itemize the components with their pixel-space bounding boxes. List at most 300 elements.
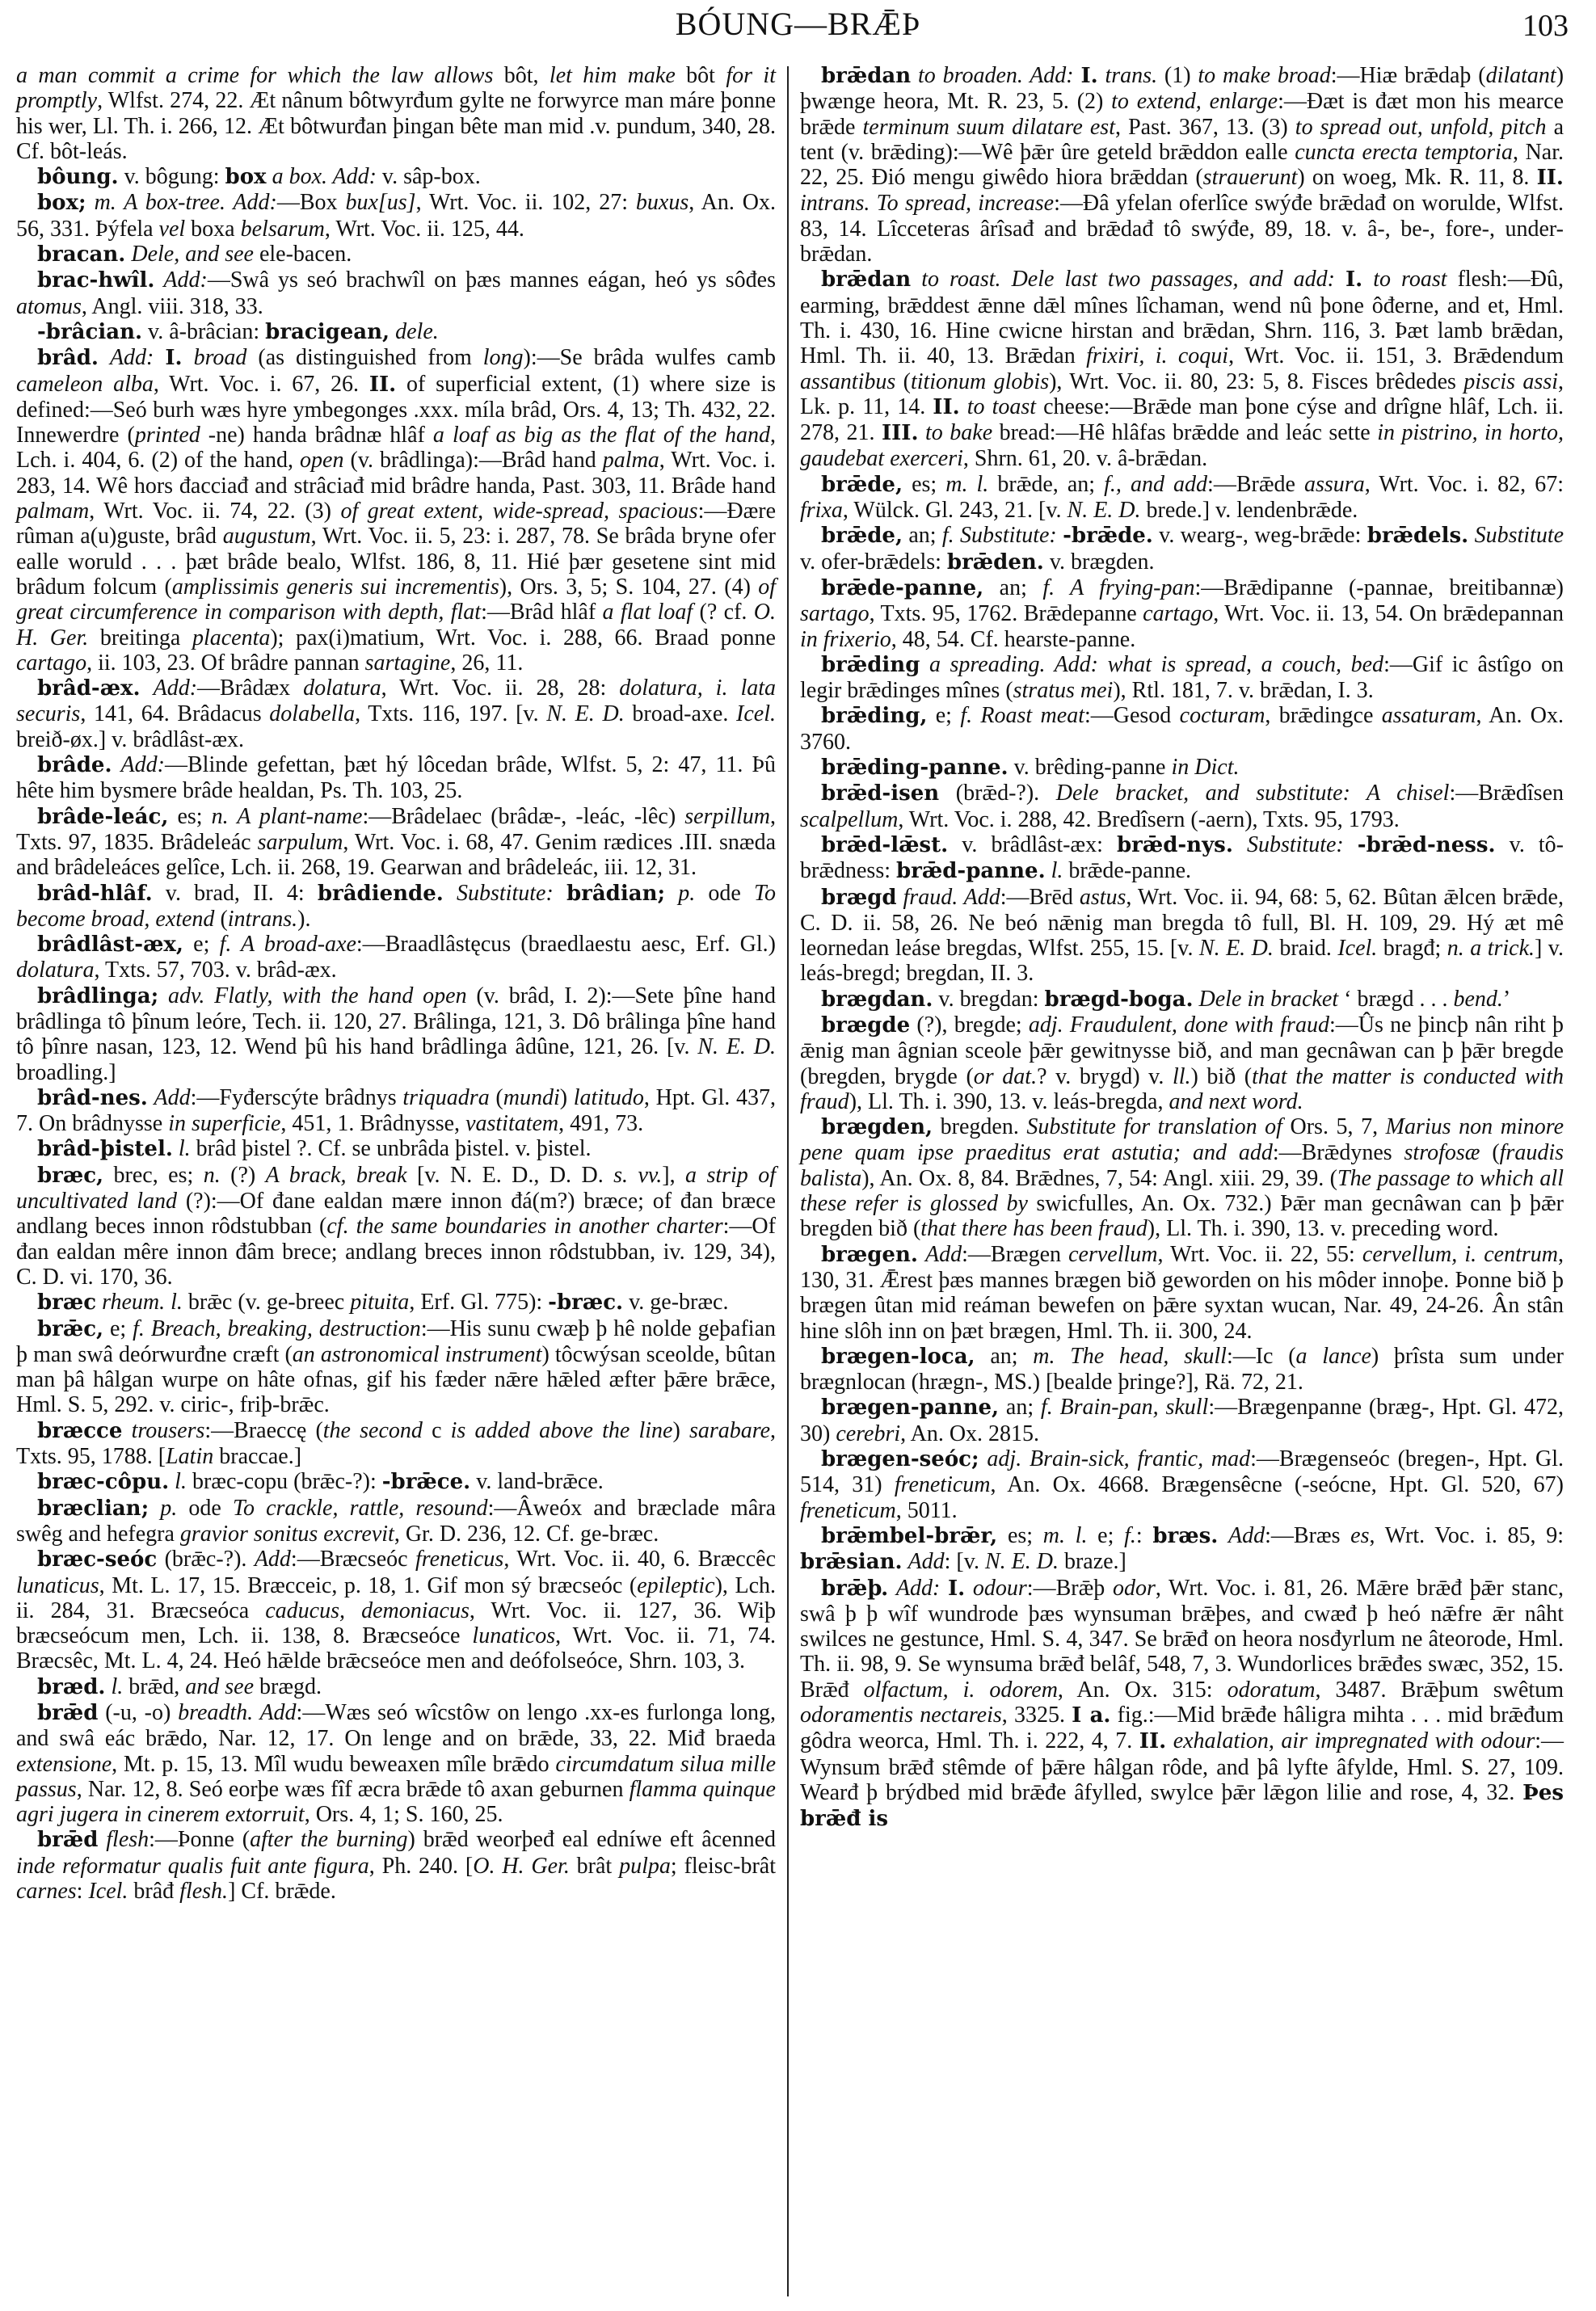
italic-text: belsarum	[240, 216, 325, 242]
dictionary-entry	[16, 1674, 776, 1700]
italic-text: m. l.	[1042, 1522, 1088, 1548]
headword: bræcce	[37, 1418, 123, 1443]
headword: -brǣde.	[1063, 524, 1153, 549]
entry-text: , Mt. p. 15, 13. Mîl wudu beweaxen mîle brǣdo	[112, 1751, 556, 1777]
headword: brâdlâst-æx,	[37, 932, 183, 958]
entry-text: , Hpt. Gl. 437, 7. On brâdnysse	[16, 1084, 776, 1137]
dictionary-entry	[16, 1316, 776, 1418]
italic-text: Add:	[153, 676, 198, 701]
entry-text	[86, 190, 95, 215]
entry-text: brǣde, an;	[988, 471, 1105, 497]
headword: brægen-seóc;	[821, 1447, 979, 1472]
headword: II.	[1536, 166, 1564, 191]
italic-text: for it promptly	[16, 63, 776, 114]
italic-text: cervellum	[1068, 1241, 1158, 1267]
entry-text: brec, es;	[103, 1162, 204, 1188]
italic-text: trans.	[1105, 63, 1158, 88]
italic-text: N. E. D.	[984, 1549, 1059, 1575]
headword: bôung.	[37, 165, 119, 190]
italic-text: f. Brain-pan, skull	[1040, 1395, 1209, 1421]
italic-text: Substitute:	[457, 880, 554, 906]
dictionary-entry	[800, 885, 1564, 987]
italic-text: Add:	[895, 1575, 941, 1601]
entry-text: :—Brǣdynes	[1272, 1140, 1404, 1166]
entry-text: (1)	[1157, 63, 1198, 88]
entry-text	[897, 885, 903, 910]
entry-text: an;	[999, 1395, 1041, 1421]
right-column	[800, 63, 1564, 1832]
entry-text: , An. Ox. 56, 331. Þýfela	[16, 190, 776, 242]
headword: bræs.	[1152, 1523, 1219, 1548]
entry-text: ; fleisc-brât	[670, 1853, 776, 1879]
entry-text	[1194, 987, 1199, 1012]
entry-text: an;	[983, 575, 1043, 600]
headword: bræc	[37, 1290, 97, 1315]
italic-text: cf. the same boundaries in another charter	[326, 1214, 723, 1240]
entry-text: :—Brâd hlâf	[481, 600, 603, 625]
entry-text: (brǣc-?).	[157, 1547, 255, 1572]
entry-text: , Wrt. Voc. ii. 5, 23: i. 287, 78. Se brâda bryne ofer ealle woruld . . . þæt brâde bealo, Wlfst. 186, 8, 11. Hié þær gesetene sint mid brâdum folcum (	[16, 524, 777, 600]
entry-text	[1218, 1523, 1228, 1548]
entry-text	[96, 1290, 102, 1315]
dictionary-entry	[800, 652, 1564, 704]
italic-text: flesh	[106, 1827, 149, 1853]
entry-text: , Txts. 95, 1788. [	[16, 1417, 777, 1470]
entry-text	[1335, 267, 1345, 292]
italic-text: in pistrino, in horto, gaudebat exerceri	[800, 420, 1564, 472]
italic-text: caducus, demoniacus	[265, 1597, 470, 1623]
entry-text: :—Bræcseóc	[290, 1547, 415, 1572]
entry-text: ) bið (	[1190, 1063, 1253, 1089]
entry-text: , Wrt. Voc. ii. 127, 36. Wiþ bræcseócum men, Lch. ii. 138, 8. Bræcseóce	[16, 1597, 776, 1649]
entry-text: :—Hiæ brǣdaþ (	[1330, 63, 1486, 88]
headword: brægde	[821, 1012, 911, 1038]
entry-text: braccae.]	[213, 1444, 302, 1470]
italic-text: O. H. Ger.	[473, 1853, 570, 1879]
headword: brǣdan	[821, 267, 912, 293]
entry-text: e;	[1087, 1522, 1125, 1548]
entry-text: , Wrt. Voc. ii. 151, 3. Brǣdendum	[1228, 343, 1564, 369]
italic-text: epileptic	[637, 1572, 715, 1598]
entry-text: , Shrn. 61, 20. v. â-brǣdan.	[962, 446, 1208, 472]
italic-text: a loaf as big as the flat of the hand	[432, 423, 770, 448]
entry-text: (v. brâd, I. 2):—Sete þîne hand brâdlinga tô þînum leóre, Tech. ii. 120, 27. Brâlinga, 121, 3. Dô brâlinga þîne hand tô þînre nasan, 123, 12. Wend þû his hand brâdlinga âdûne, 121, 26. [v.	[16, 983, 777, 1060]
entry-text	[267, 164, 272, 189]
entry-text	[149, 1496, 160, 1521]
entry-text: v. brægden.	[1043, 549, 1155, 575]
italic-text: fraudis balista	[800, 1140, 1564, 1191]
headword: brǣmbel-brǣr,	[821, 1523, 998, 1548]
entry-text: , Wrt. Voc. i. 68, 47. Genim rædices .III. snæda and brâdeleáces gelîce, Lch. ii. 268, 19. Gearwan and brâdeleác, iii. 12, 31.	[16, 829, 776, 881]
italic-text: serpillum	[684, 803, 770, 829]
entry-text: ) tôcwýsan sceolde, bûtan man þâ hâlgan wurpe on hâte ofnas, gif his fæder nǣre hǣled æfter þǣre brǣce, Hml. S. 5, 292. v. ciric-, friþ-brǣc.	[16, 1341, 776, 1418]
headword: bracigean,	[265, 319, 390, 344]
dictionary-entry	[16, 804, 776, 881]
entry-text: , brǣdingce	[1265, 703, 1382, 729]
italic-text: a man commit a crime for which the law allows	[16, 63, 494, 88]
dictionary-entry	[16, 1700, 776, 1827]
entry-text: bregden.	[933, 1114, 1027, 1140]
entry-text: v. ofer-brǣdels:	[800, 549, 947, 575]
italic-text: mundi	[503, 1084, 560, 1110]
entry-text	[154, 345, 165, 370]
italic-text: f. Breach, breaking, destruction	[133, 1315, 421, 1341]
entry-text: ), An. Ox. 8, 84. Brǣdnes, 7, 54: Angl. xiii. 29, 39. (	[861, 1165, 1337, 1191]
entry-text: , 3487. Brǣþum swêtum	[1315, 1677, 1564, 1703]
headword: brâdian;	[566, 881, 666, 906]
entry-text: swicfulles, An. Ox. 732.) Þǣr man gecnâwan can þ þǣr bregden bið (	[800, 1191, 1564, 1242]
headword: brǣde,	[821, 524, 903, 549]
entry-text: , Wrt. Voc. i. 82, 67:	[1364, 471, 1564, 497]
entry-text: , ii. 103, 23. Of brâdre pannan	[86, 650, 365, 676]
headword: I.	[1080, 64, 1098, 88]
italic-text: broad	[193, 345, 247, 371]
headword: brǣd	[37, 1828, 99, 1853]
entry-text: brǣc (v. ge-breec	[182, 1290, 351, 1315]
italic-text: buxus	[635, 190, 689, 216]
italic-text: odor	[1112, 1575, 1156, 1601]
entry-text: , 3325.	[1001, 1703, 1072, 1728]
headword: brǣdan	[821, 64, 912, 88]
headword: brâde-leác,	[37, 804, 169, 829]
entry-text: —Swâ ys seó brachwîl on þæs mannes eágan, heó ys sôđes	[207, 267, 776, 293]
italic-text: es	[1350, 1522, 1370, 1548]
entry-text: , Wülck. Gl. 243, 21. [v.	[842, 498, 1068, 524]
dictionary-entry	[800, 1344, 1564, 1395]
italic-text: A brack, break	[265, 1162, 407, 1188]
italic-text: bux[us]	[345, 190, 416, 216]
italic-text: dolatura	[16, 958, 95, 983]
entry-text: :—Braadlâstęcus (braedlaestu aesc, Erf. Gl.)	[356, 932, 776, 958]
entry-text: :—Brâdelaec (brâdæ-, -leác, -lêc)	[362, 803, 685, 829]
entry-text: , Wrt. Voc. i. 283, 14. Wê hors đacciađ and strâciađ mid brâdre handa, Past. 303, 11. Brâde hand	[16, 448, 777, 499]
entry-text: an;	[903, 523, 942, 549]
headword: box;	[37, 191, 86, 216]
italic-text: and see	[185, 1673, 255, 1699]
entry-text: v. bregdan:	[933, 986, 1045, 1012]
italic-text: assaturam	[1381, 703, 1476, 729]
entry-text: ), Lch. ii. 284, 31. Bræcseóca	[16, 1572, 776, 1623]
italic-text: to spread out, unfold, pitch	[1295, 114, 1547, 140]
entry-text: )	[559, 1084, 574, 1110]
dictionary-entry	[800, 832, 1564, 885]
italic-text: scalpellum	[800, 806, 899, 832]
headword: -brâcian.	[37, 319, 143, 344]
entry-text: :—Brægenpanne (bræg-, Hpt. Gl. 472, 30)	[800, 1395, 1564, 1446]
italic-text: triquadra	[402, 1084, 490, 1110]
entry-text: ) þrîsta sum under brægnlocan (hrægn-, MS.) [bealde þringe?], Rä. 72, 21.	[800, 1343, 1564, 1395]
entry-text: ele-bacen.	[253, 242, 352, 267]
italic-text: to broaden. Add:	[918, 63, 1074, 88]
entry-text: (v. brâdlinga):—Brâd hand	[343, 448, 603, 474]
entry-text: [v. N. E. D., D. D.	[406, 1162, 614, 1188]
headword: I.	[165, 346, 183, 371]
entry-text: , 26, 11.	[450, 650, 524, 676]
italic-text: palmam	[16, 499, 90, 524]
entry-text: , Wrt. Voc. ii. 22, 55:	[1157, 1241, 1362, 1267]
italic-text: Substitute for translation of	[1026, 1114, 1282, 1140]
italic-text: Add:	[163, 267, 208, 293]
italic-text: assura	[1304, 471, 1365, 497]
entry-text	[920, 652, 929, 677]
italic-text: a lance	[1295, 1343, 1371, 1369]
italic-text: inde reformatur qualis fuit ante figura	[16, 1853, 369, 1879]
italic-text: Add	[925, 1241, 962, 1267]
headword: brǣsian.	[800, 1550, 903, 1575]
headword: brǣd	[37, 1701, 99, 1725]
italic-text: piscis assi	[1463, 368, 1558, 394]
headword: II.	[368, 372, 397, 397]
italic-text: vel	[158, 216, 186, 242]
italic-text: m. The head, skull	[1033, 1343, 1227, 1369]
dictionary-entry	[16, 1290, 776, 1315]
entry-text: (?):—Of đane ealdan mære innon đá(m?) bræce; of đan bræce andlang beces innon rôdstubban (	[16, 1189, 776, 1240]
entry-text: v. brad, II. 4:	[152, 880, 318, 906]
italic-text: open	[300, 448, 344, 474]
headword: brægden,	[821, 1115, 933, 1140]
entry-text: (?), bregde;	[910, 1012, 1029, 1038]
italic-text: olfactum, i. odorem	[863, 1677, 1058, 1703]
entry-text: e;	[927, 703, 961, 729]
dictionary-entry	[800, 1012, 1564, 1114]
entry-text: , Txts. 97, 1835. Brâdeleác	[16, 803, 776, 855]
entry-text: ):—Se brâda wulfes camb	[523, 345, 777, 371]
headword: brâd.	[37, 346, 99, 371]
italic-text: Substitute	[1474, 523, 1564, 549]
italic-text: strofosæ	[1404, 1140, 1480, 1166]
entry-text: :—Âweóx and bræclade mâra swêg and hefegra	[16, 1495, 777, 1547]
entry-text: , Wrt. Voc. ii. 13, 54. On brǣdepannan	[1213, 601, 1564, 627]
headword: brægd	[821, 885, 897, 910]
entry-text: :—Brǣde	[1207, 471, 1304, 497]
entry-text: ), Ll. Th. i. 390, 13. v. leás-bregda,	[849, 1088, 1169, 1114]
headword: brǣc,	[37, 1316, 104, 1341]
column-divider	[787, 66, 789, 2296]
italic-text: flesh.	[179, 1879, 229, 1905]
entry-text	[183, 345, 194, 370]
entry-text: , Wrt. Voc. i. 67, 26.	[153, 371, 369, 397]
dictionary-entry	[800, 267, 1564, 471]
italic-text: Marius non minore pene quam ipse praeditus erat astutia; and add	[800, 1114, 1564, 1166]
dictionary-entry	[800, 781, 1564, 832]
entry-text: , Wrt. Voc. ii. 40, 6. Bræccêc	[503, 1547, 777, 1572]
entry-text: :—Braeccę (	[204, 1417, 323, 1443]
entry-text: , 48, 54. Cf. hearste-panne.	[891, 626, 1136, 652]
italic-text: odoramentis nectareis	[800, 1703, 1002, 1728]
italic-text: to roast. Dele last two passages, and add:	[921, 267, 1335, 293]
entry-text: :—Wynsum brǣđ stêmde of þǣre hâlgan rôde, and þâ lyfte âfylde, Hml. S. 27, 109. Wearđ þ brýdbed mid brǣđe âfylled, swylce þǣr lǣgon lilie and rose, 4, 32.	[800, 1728, 1564, 1805]
entry-text	[1233, 832, 1247, 857]
entry-text: brægd.	[254, 1673, 322, 1699]
entry-text: :—Đâ yfelan oferlîce swýđe brǣdađ on worulde, Wlfst. 83, 14. Lîcceteras ârîsađ and brǣdađ tô swýđe, 89, 18. v. â-, be-, fore-, under-brǣdan.	[800, 191, 1564, 267]
italic-text: pituita	[350, 1290, 410, 1315]
entry-text: , Erf. Gl. 775):	[409, 1290, 549, 1315]
italic-text: The passage to which all these refer is glossed by	[800, 1165, 1564, 1217]
italic-text: assantibus	[800, 368, 896, 394]
entry-text: , An. Ox. 4668. Brægensêcne (-seócne, Hpt. Gl. 520, 67)	[990, 1472, 1564, 1498]
italic-text: after the burning	[250, 1827, 408, 1853]
headword: brâd-nes.	[37, 1085, 148, 1110]
entry-text: , Mt. L. 17, 15. Bræcceic, p. 18, 1. Gif mon sý bræcseóc (	[99, 1572, 638, 1598]
entry-text: brâd þistel ?. Cf. se unbrâda þistel. v. þistel.	[190, 1136, 592, 1162]
dictionary-entry	[800, 1242, 1564, 1344]
dictionary-entry	[800, 575, 1564, 652]
headword: brâd-æx.	[37, 676, 141, 701]
italic-text: sarpulum	[257, 829, 343, 855]
headword: brǣd-nys.	[1116, 832, 1233, 857]
entry-text: , 130, 31. Ǣrest þæs mannes brægen bið geworden on his môder innoþe. Þonne bið þ brægen ûtan mid reáman bewefen on þǣre syxtan wucan, Nar. 49, 24-26. Ân stân hine slôh inn on þæt brægen, Hml. Th. ii. 300, 24.	[800, 1241, 1564, 1344]
entry-text: v. bôgung:	[118, 164, 225, 190]
entry-text: , Wrt. Voc. ii. 74, 22. (3)	[89, 499, 341, 524]
entry-text: , Txts. 116, 197. [v.	[355, 701, 547, 727]
dictionary-entry	[16, 164, 776, 190]
headword: brǣding-panne.	[821, 756, 1009, 781]
dictionary-entry	[16, 1547, 776, 1673]
entry-text	[911, 63, 918, 88]
italic-text: cervellum, i. centrum	[1362, 1241, 1559, 1267]
headword: bræclian;	[37, 1496, 149, 1521]
headword: brǣd-panne.	[896, 859, 1046, 884]
entry-text: :	[76, 1879, 89, 1905]
dictionary-entry	[800, 703, 1564, 755]
italic-text: let him make	[549, 63, 676, 88]
italic-text: to toast	[966, 394, 1037, 419]
dictionary-entry	[16, 932, 776, 983]
italic-text: atomus	[16, 293, 82, 319]
italic-text: to make broad	[1198, 63, 1331, 88]
left-column	[16, 63, 776, 1904]
headword: bræc,	[37, 1163, 104, 1188]
entry-text: (	[214, 906, 228, 932]
italic-text: f. Substitute:	[941, 523, 1057, 549]
entry-text: , Lk. p. 11, 14.	[800, 368, 1564, 419]
headword: box	[225, 165, 267, 190]
entry-text: )	[672, 1417, 689, 1443]
dictionary-entry	[16, 1469, 776, 1495]
dictionary-entry	[800, 755, 1564, 781]
entry-text: :—Brēd	[1000, 884, 1080, 910]
dictionary-entry	[800, 987, 1564, 1012]
entry-text: , Wrt. Voc. ii. 94, 68: 5, 62. Bûtan ǣlcen brǣde, C. D. ii. 58, 26. Ne beó nǣnig man bregda tô full, Bl. H. 109, 29. Hý æt mê leornedan leáse bregdas, Wlfst. 255, 15. [v.	[800, 884, 1564, 962]
italic-text: adj. Fraudulent, done with fraud	[1028, 1012, 1329, 1038]
page-number: 103	[1522, 9, 1569, 43]
italic-text: Add:	[120, 752, 165, 778]
italic-text: N. E. D.	[546, 701, 625, 727]
dictionary-entry	[800, 1576, 1564, 1833]
headword: I a.	[1072, 1703, 1111, 1728]
entry-text: , An. Ox. 2815.	[900, 1421, 1040, 1446]
entry-text: ’	[1502, 986, 1511, 1012]
entry-text	[1468, 523, 1474, 548]
headword: brǣden.	[946, 549, 1044, 575]
entry-text: ],	[662, 1162, 686, 1188]
headword: brǣdels.	[1366, 524, 1469, 549]
entry-text: :—Brǣþ	[1026, 1575, 1113, 1601]
italic-text: of great circumference in comparison with depth, flat	[16, 574, 777, 625]
entry-text: bræc-copu (brǣc-?):	[186, 1469, 382, 1495]
italic-text: placenta	[192, 625, 271, 650]
italic-text: is added above the line	[450, 1417, 673, 1443]
entry-text: (	[895, 368, 911, 394]
page-header	[0, 5, 1596, 45]
entry-text	[979, 1446, 987, 1471]
entry-text	[444, 881, 457, 906]
entry-text: :—Brægen	[962, 1241, 1069, 1267]
entry-text: , Txts. 57, 703. v. brâd-æx.	[94, 958, 337, 983]
entry-text: brǣde-panne.	[1063, 858, 1192, 884]
italic-text: cerebri	[836, 1421, 901, 1446]
italic-text: m. l.	[945, 471, 989, 497]
italic-text: n. a trick.	[1447, 936, 1535, 962]
entry-text	[918, 1242, 925, 1267]
italic-text: sartago	[800, 601, 870, 627]
entry-text	[154, 267, 163, 293]
entry-text: ode	[177, 1495, 233, 1521]
dictionary-entry	[16, 1136, 776, 1162]
entry-text: —Box	[276, 190, 346, 216]
italic-text: gravior sonitus excrevit	[179, 1521, 394, 1547]
entry-text: a tent (v. brǣding):—Wê þǣr ûre geteld brǣddon ealle	[800, 114, 1564, 165]
italic-text: n.	[203, 1162, 221, 1188]
entry-text: ); pax(i)matium, Wrt. Voc. i. 288, 66. Braad ponne	[270, 625, 776, 650]
italic-text: N. E. D.	[1067, 498, 1141, 524]
italic-text: Substitute:	[1246, 831, 1344, 857]
dictionary-entry	[800, 1395, 1564, 1446]
entry-text: ] Cf. brǣde.	[228, 1879, 336, 1905]
italic-text: to roast	[1373, 267, 1447, 293]
entry-text: brât	[569, 1853, 620, 1879]
entry-text: , Wrt. Voc. i. 81, 26. Mǣre brǣđ þǣr stanc, swâ þ þ wîf wundrode þæs wynsuman brǣþes, and cwæđ þ heó nǣfre ǣr nâht swilces ne gestunce, Hml. S. 4, 347. Se brǣđ on heora nosđyrlum ne âteorode, Hml. Th. ii. 98, 9. Se wynsuma brǣđ belâf, 548, 7, 3. Wundorlices brǣđes swæc, 352, 15. Brǣđ	[800, 1575, 1564, 1703]
dictionary-entry	[16, 752, 776, 804]
italic-text: to extend, enlarge	[1111, 89, 1278, 115]
italic-text: f. Roast meat	[960, 703, 1084, 729]
headword: brac-hwîl.	[37, 268, 155, 293]
dictionary-entry	[16, 676, 776, 752]
italic-text: Dele bracket, and substitute: A chisel	[1055, 781, 1450, 806]
headword: brægen-panne,	[821, 1395, 1000, 1421]
headword: brǣþ.	[821, 1576, 889, 1601]
italic-text: a flat loaf	[602, 600, 693, 625]
italic-text: strauerunt	[1202, 165, 1298, 191]
entry-text: , Wrt. Voc. ii. 102, 27:	[415, 190, 636, 216]
italic-text: in superficie	[168, 1111, 281, 1137]
entry-text: es;	[168, 803, 212, 829]
entry-text: breitinga	[88, 625, 192, 650]
italic-text: augustum	[222, 524, 311, 549]
entry-text: an;	[975, 1343, 1034, 1369]
headword: brǣd-isen	[821, 781, 940, 806]
entry-text: Ors. 5, 7,	[1282, 1114, 1386, 1140]
italic-text: fraud. Add	[903, 884, 1000, 910]
entry-text: , Wrt. Voc. ii. 28, 28:	[381, 676, 620, 701]
italic-text: Dele in bracket	[1198, 986, 1339, 1012]
italic-text: breadth. Add	[178, 1700, 297, 1725]
italic-text: freneticus	[415, 1547, 504, 1572]
entry-text: boxa	[185, 216, 241, 242]
entry-text	[554, 881, 566, 906]
headword: I.	[1345, 267, 1363, 293]
entry-text: , An. Ox. 3760.	[800, 703, 1564, 755]
entry-text	[1057, 523, 1063, 548]
italic-text: freneticum	[894, 1472, 991, 1498]
italic-text: f., and add	[1104, 471, 1208, 497]
entry-text: , Wrt. Voc. ii. 125, 44.	[324, 216, 524, 242]
italic-text: flamma quinque agri jugera in cinerem extorruit	[16, 1776, 776, 1828]
headword: III.	[881, 421, 919, 446]
entry-text: ), Rtl. 181, 7. v. brǣdan, I. 3.	[1113, 678, 1374, 704]
dictionary-entry	[16, 881, 776, 932]
entry-text: , Txts. 95, 1762. Brǣdepanne	[869, 601, 1143, 627]
